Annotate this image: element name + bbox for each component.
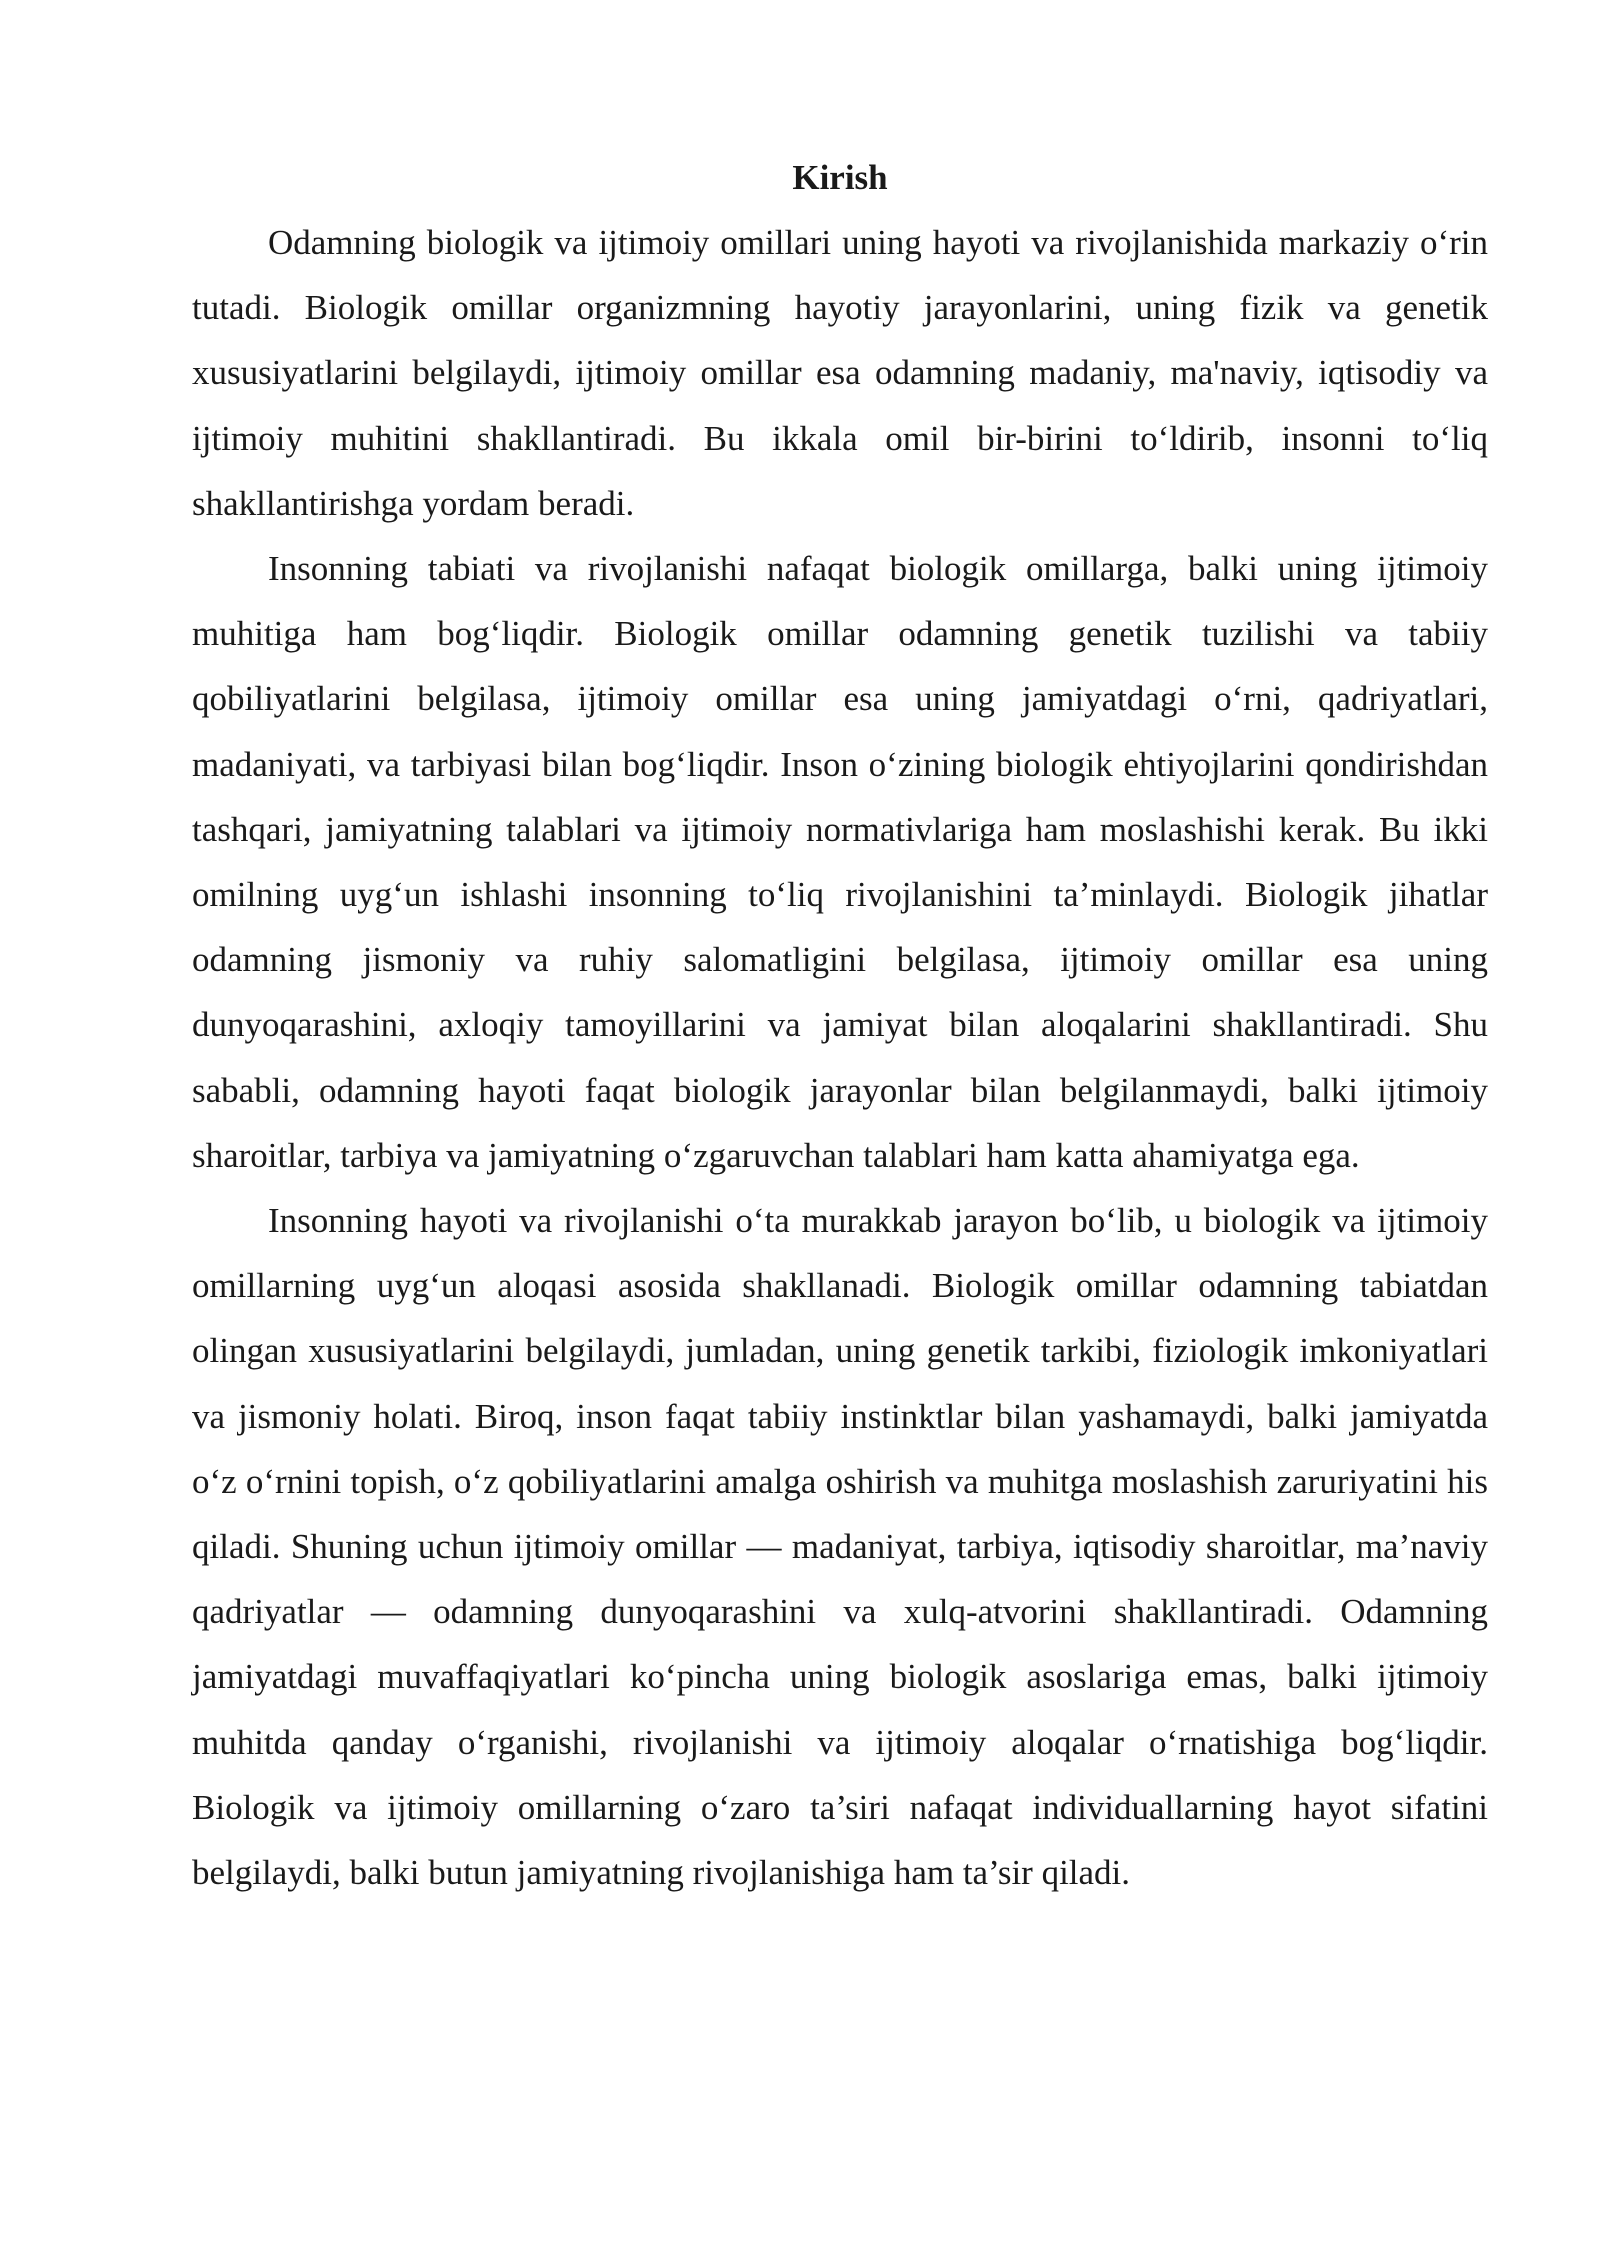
document-body	[192, 148, 1488, 1905]
document-title: Kirish	[792, 158, 888, 197]
paragraph-1: Odamning biologik va ijtimoiy omillari uning hayoti va rivojlanishida markaziy o‘rin tutadi. Biologik omillar organizmning hayotiy jarayonlarini, uning fizik va genetik xususiyatlarini belgilaydi, ijtimoiy omillar esa odamning madaniy, ma'naviy, iqtisodiy va ijtimoiy muhitini shakllantiradi. Bu ikkala omil bir-birini to‘ldirib, insonni to‘liq shakllantirishga yordam beradi.	[192, 223, 1488, 523]
paragraph-2: Insonning tabiati va rivojlanishi nafaqat biologik omillarga, balki uning ijtimoiy muhitiga ham bog‘liqdir. Biologik omillar odamning genetik tuzilishi va tabiiy qobiliyatlarini belgilasa, ijtimoiy omillar esa uning jamiyatdagi o‘rni, qadriyatlari, madaniyati, va tarbiyasi bilan bog‘liqdir. Inson o‘zining biologik ehtiyojlarini qondirishdan tashqari, jamiyatning talablari va ijtimoiy normativlariga ham moslashishi kerak. Bu ikki omilning uyg‘un ishlashi insonning to‘liq rivojlanishini ta’minlaydi. Biologik jihatlar odamning jismoniy va ruhiy salomatligini belgilasa, ijtimoiy omillar esa uning dunyoqarashini, axloqiy tamoyillarini va jamiyat bilan aloqalarini shakllantiradi. Shu sababli, odamning hayoti faqat biologik jarayonlar bilan belgilanmaydi, balki ijtimoiy sharoitlar, tarbiya va jamiyatning o‘zgaruvchan talablari ham katta ahamiyatga ega.	[192, 549, 1488, 1175]
paragraph-3: Insonning hayoti va rivojlanishi o‘ta murakkab jarayon bo‘lib, u biologik va ijtimoiy omillarning uyg‘un aloqasi asosida shakllanadi. Biologik omillar odamning tabiatdan olingan xususiyatlarini belgilaydi, jumladan, uning genetik tarkibi, fiziologik imkoniyatlari va jismoniy holati. Biroq, inson faqat tabiiy instinktlar bilan yashamaydi, balki jamiyatda o‘z o‘rnini topish, o‘z qobiliyatlarini amalga oshirish va muhitga moslashish zaruriyatini his qiladi. Shuning uchun ijtimoiy omillar — madaniyat, tarbiya, iqtisodiy sharoitlar, ma’naviy qadriyatlar — odamning dunyoqarashini va xulq-atvorini shakllantiradi. Odamning jamiyatdagi muvaffaqiyatlari ko‘pincha uning biologik asoslariga emas, balki ijtimoiy muhitda qanday o‘rganishi, rivojlanishi va ijtimoiy aloqalar o‘rnatishiga bog‘liqdir. Biologik va ijtimoiy omillarning o‘zaro ta’siri nafaqat individuallarning hayot sifatini belgilaydi, balki butun jamiyatning rivojlanishiga ham ta’sir qiladi.	[192, 1201, 1488, 1893]
